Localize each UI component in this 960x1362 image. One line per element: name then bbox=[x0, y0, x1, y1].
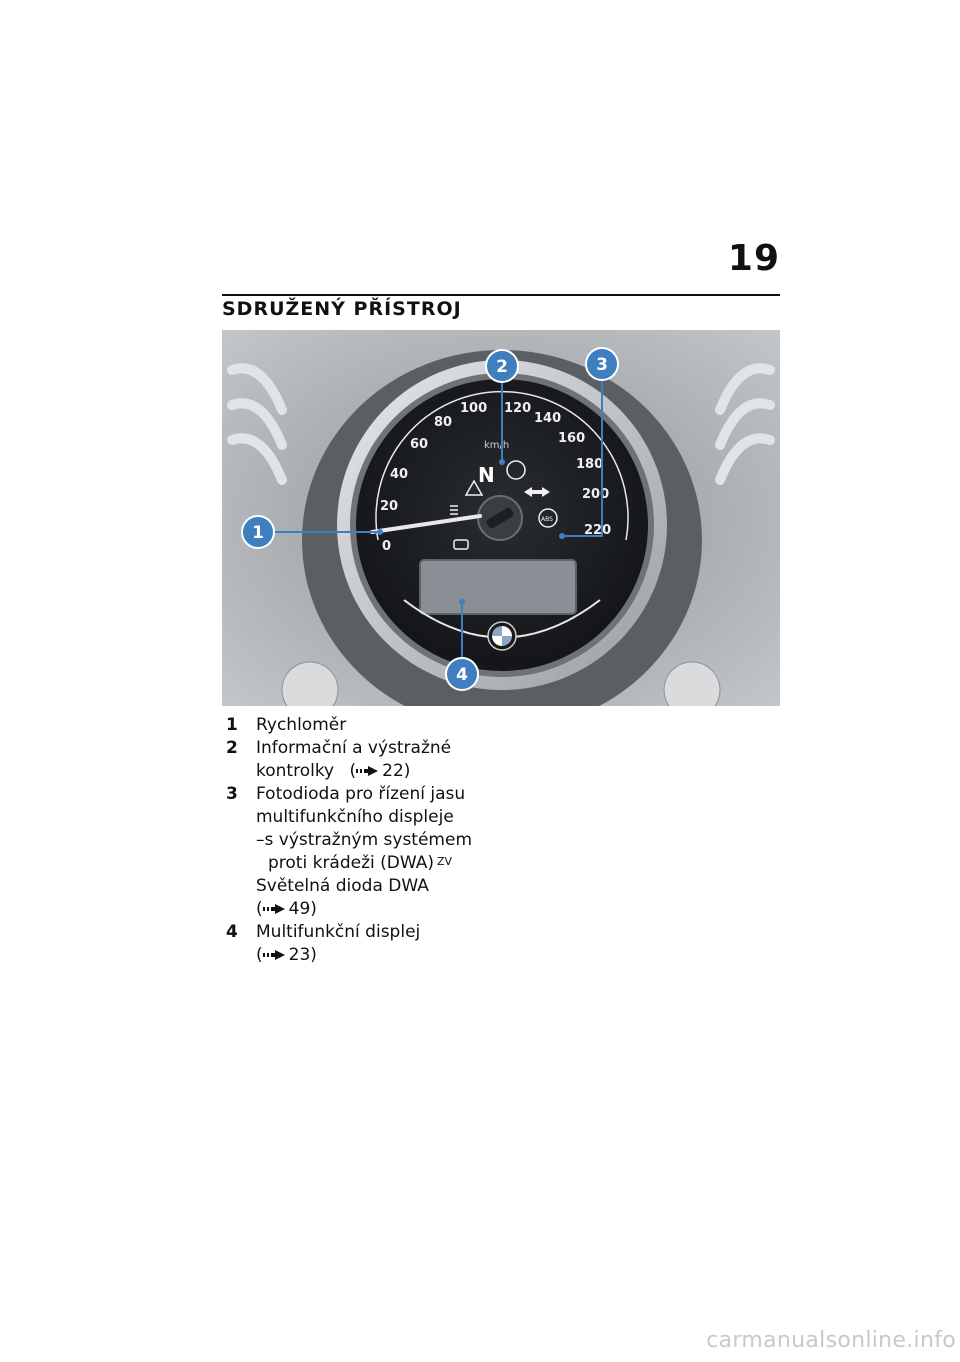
header-rule bbox=[222, 294, 780, 296]
tick-100: 100 bbox=[460, 401, 488, 416]
legend-text: Multifunkční displej bbox=[256, 922, 421, 942]
page-reference[interactable]: 23) bbox=[288, 945, 317, 965]
legend-text: Rychloměr bbox=[256, 715, 347, 735]
tick-0: 0 bbox=[382, 539, 392, 554]
callout-3: 3 bbox=[596, 355, 608, 375]
tick-200: 200 bbox=[582, 487, 610, 502]
legend-text: Světelná dioda DWA bbox=[256, 876, 429, 896]
legend-item bbox=[222, 714, 522, 737]
legend-text: Fotodioda pro řízení jasu bbox=[256, 784, 466, 804]
tick-160: 160 bbox=[558, 431, 586, 446]
page-reference-arrow-icon bbox=[356, 766, 378, 776]
legend-item: 2 Informační a výstražné kontrolky ( 22) bbox=[222, 737, 522, 783]
page-reference[interactable]: 22) bbox=[382, 761, 411, 781]
legend-text: Informační a výstražné bbox=[256, 738, 452, 758]
page-reference-arrow-icon bbox=[263, 904, 285, 914]
multifunction-display bbox=[420, 560, 576, 614]
callout-1: 1 bbox=[252, 523, 264, 543]
tick-140: 140 bbox=[534, 411, 562, 426]
instrument-cluster-illustration bbox=[222, 330, 780, 706]
legend-item: 3 Fotodioda pro řízení jasu multifunkčního displeje –s výstražným systémem proti krádeži (DWA) $^{ZV}$ Světelná dioda DWA ( 49) bbox=[222, 783, 522, 921]
gear-indicator: N bbox=[478, 463, 495, 487]
bmw-logo bbox=[488, 622, 516, 650]
watermark-link[interactable]: carmanualsonline.info bbox=[706, 1328, 956, 1353]
legend-number: 1 bbox=[226, 715, 238, 735]
tick-180: 180 bbox=[576, 457, 604, 472]
legend-text: proti krádeži (DWA) bbox=[268, 853, 435, 873]
instrument-cluster-photo bbox=[222, 330, 780, 706]
page-number: 19 bbox=[727, 238, 780, 279]
legend-text: kontrolky bbox=[256, 761, 335, 781]
page-reference[interactable]: 49) bbox=[288, 899, 317, 919]
legend-number: 4 bbox=[226, 922, 238, 942]
tick-40: 40 bbox=[390, 467, 409, 482]
page-reference-arrow-icon bbox=[263, 950, 285, 960]
tick-220: 220 bbox=[584, 523, 612, 538]
legend-item: 4 Multifunkční displej ( 23) bbox=[222, 921, 522, 967]
callout-2: 2 bbox=[496, 357, 508, 377]
legend-list bbox=[222, 714, 522, 967]
section-title: SDRUŽENÝ PŘÍSTROJ bbox=[222, 298, 462, 320]
legend-number: 3 bbox=[226, 784, 238, 804]
legend-number: 2 bbox=[226, 738, 238, 758]
callout-4: 4 bbox=[456, 665, 468, 685]
tick-120: 120 bbox=[504, 401, 532, 416]
legend-text: multifunkčního displeje bbox=[256, 807, 454, 827]
unit-label: km/h bbox=[484, 440, 510, 451]
tick-20: 20 bbox=[380, 499, 399, 514]
optional-equipment-mark: ZV bbox=[437, 855, 453, 868]
legend-text: –s výstražným systémem bbox=[256, 830, 473, 850]
abs-label: ABS bbox=[541, 516, 553, 523]
tick-60: 60 bbox=[410, 437, 429, 452]
tick-80: 80 bbox=[434, 415, 453, 430]
